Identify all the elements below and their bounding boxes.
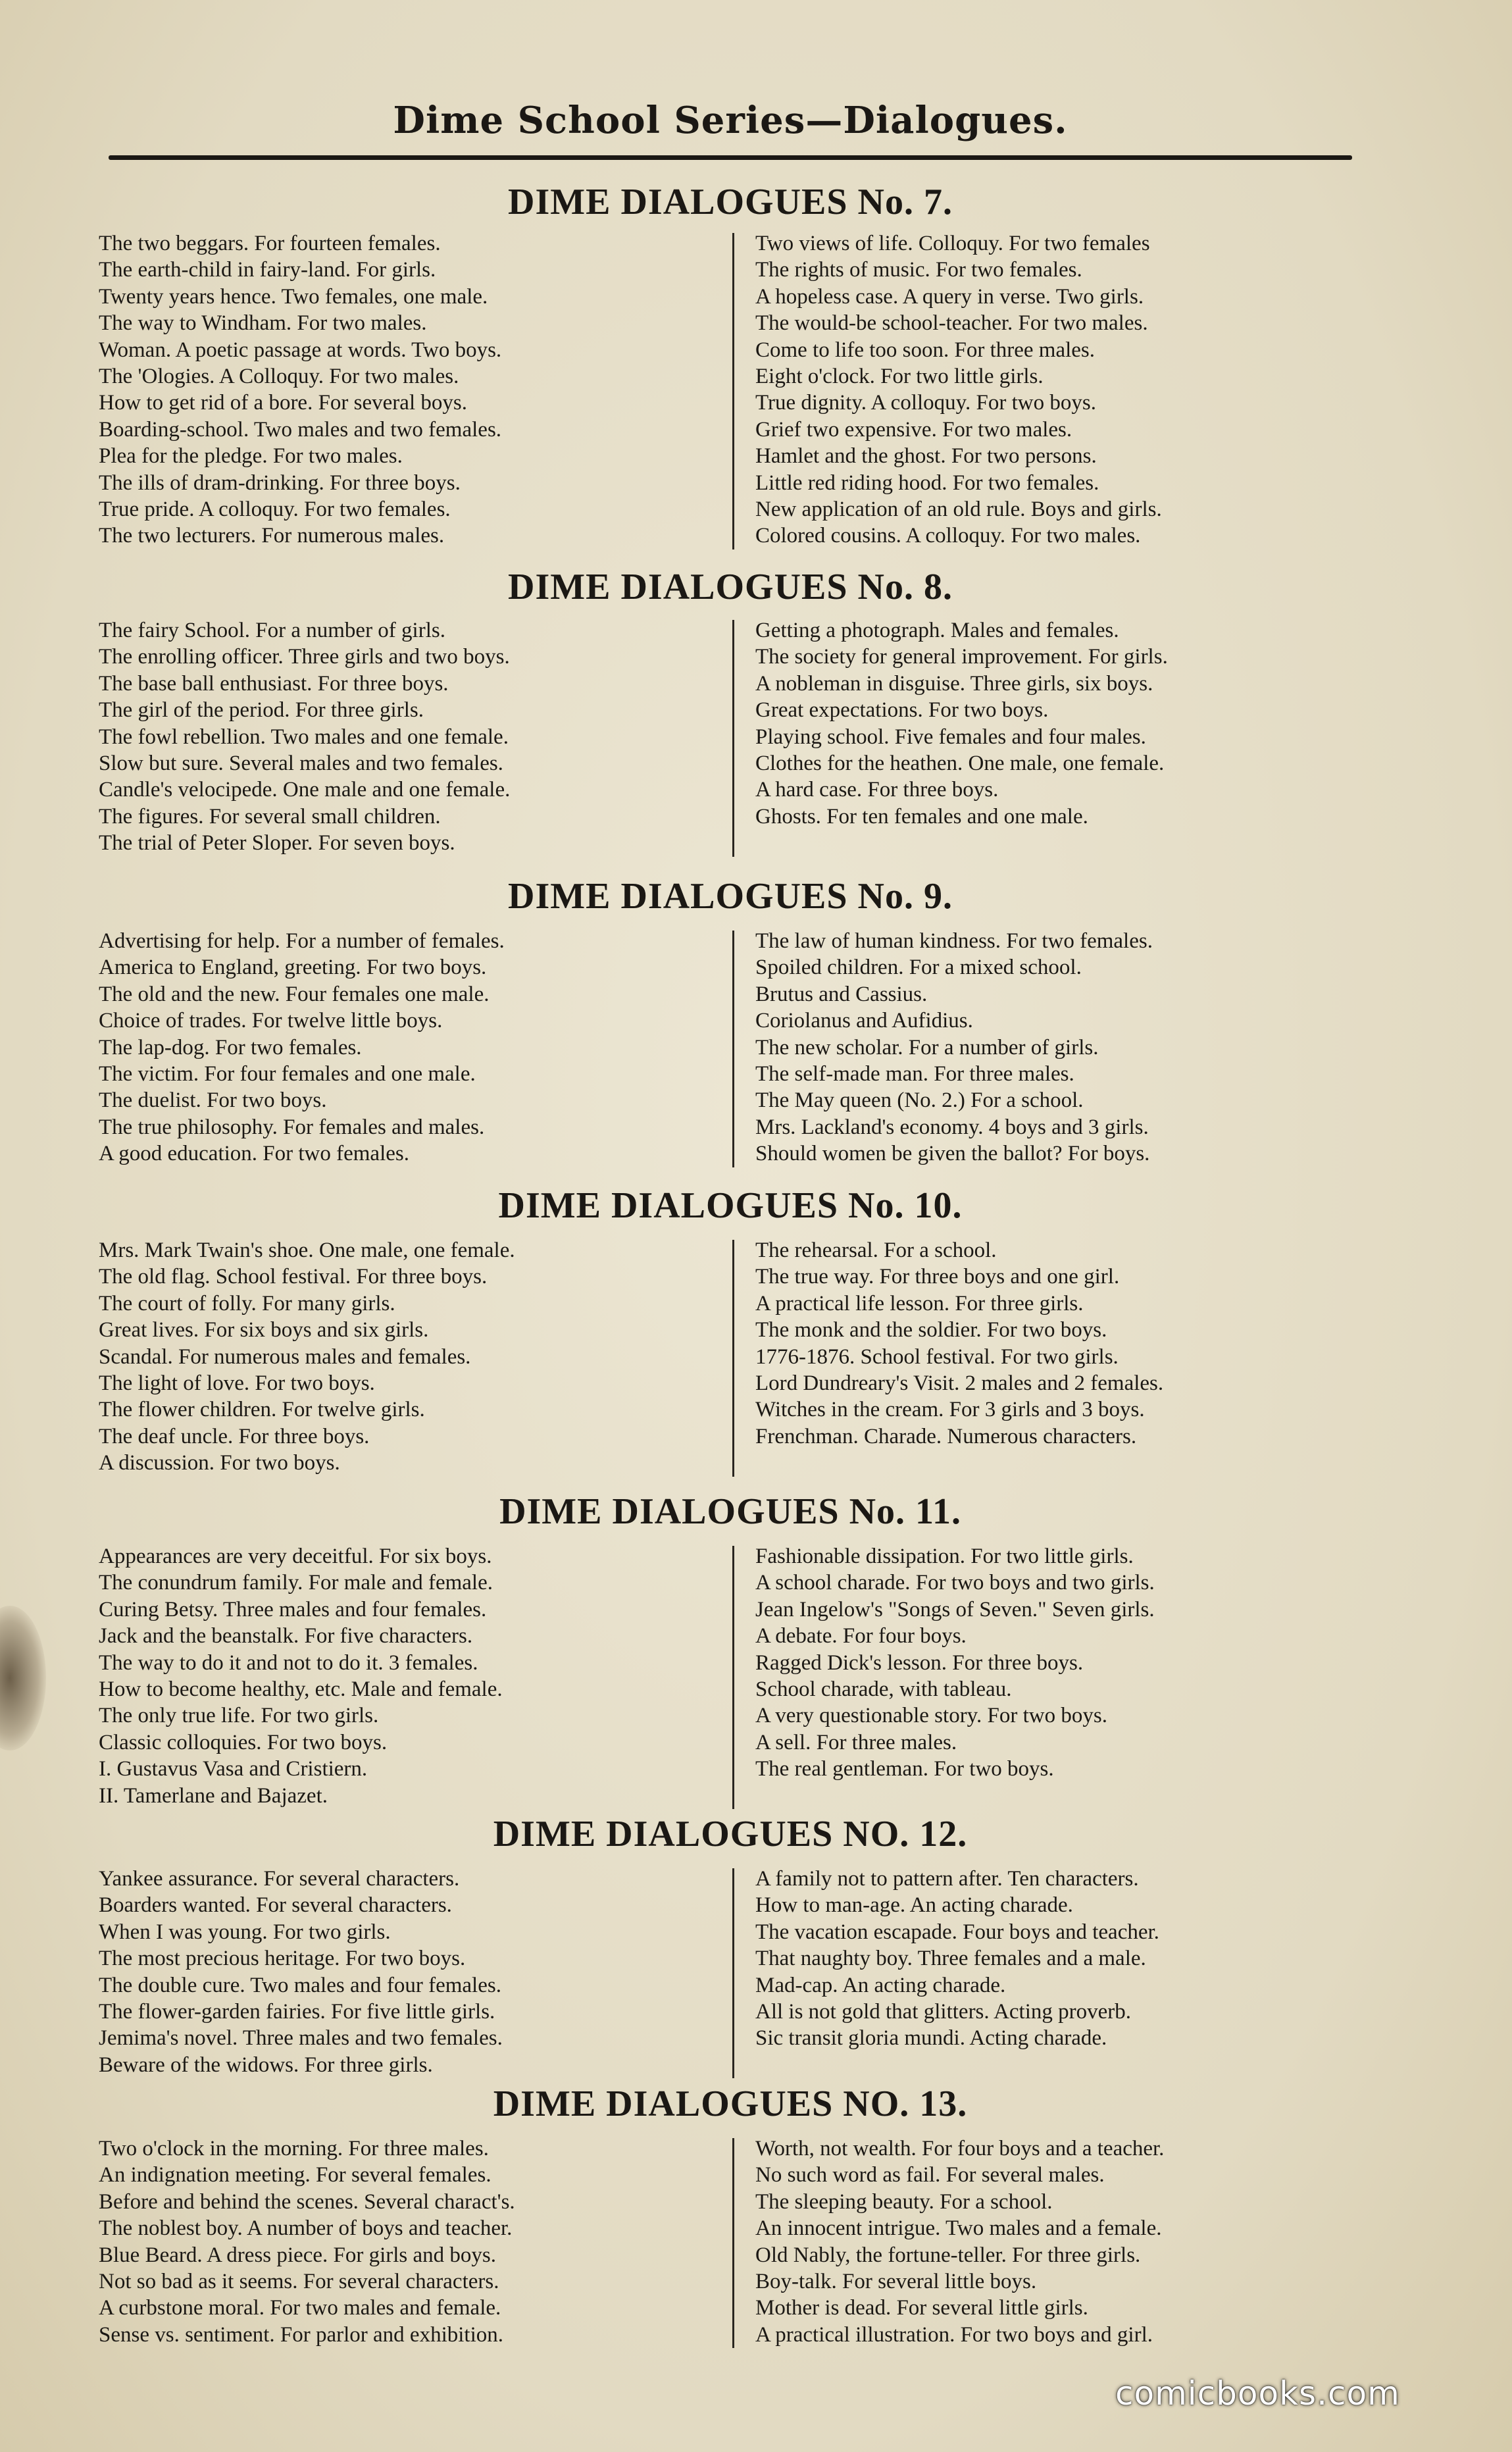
dialogue-entry: A curbstone moral. For two males and female.: [99, 2296, 501, 2320]
dialogue-entry: The most precious heritage. For two boys.: [99, 1947, 466, 1971]
dialogue-entry: Blue Beard. A dress piece. For girls and boys.: [99, 2243, 496, 2267]
dialogue-entry: Boarders wanted. For several characters.: [99, 1893, 452, 1918]
page-header: Dime School Series—Dialogues.: [393, 99, 1068, 142]
dialogue-entry: Playing school. Five females and four males.: [755, 725, 1146, 749]
column-divider: [732, 1546, 734, 1809]
dialogue-list-right: [755, 230, 1367, 549]
dialogue-entry: Not so bad as it seems. For several characters.: [99, 2269, 499, 2293]
dialogue-entry: Lord Dundreary's Visit. 2 males and 2 females.: [755, 1371, 1164, 1395]
dialogue-entry: The law of human kindness. For two females.: [755, 929, 1153, 953]
dialogue-entry: A practical life lesson. For three girls.: [755, 1291, 1084, 1315]
dialogue-entry: Mrs. Mark Twain's shoe. One male, one female.: [99, 1239, 515, 1262]
dialogue-entry: Slow but sure. Several males and two females.: [99, 751, 503, 775]
section-title: DIME DIALOGUES No. 9.: [508, 876, 953, 917]
dialogue-entry: The conundrum family. For male and female.: [99, 1571, 493, 1595]
dialogue-entry: A sell. For three males.: [755, 1730, 957, 1754]
dialogue-entry: Witches in the cream. For 3 girls and 3 boys.: [755, 1398, 1145, 1422]
dialogue-entry: Classic colloquies. For two boys.: [99, 1730, 388, 1754]
column-divider: [732, 233, 734, 549]
dialogue-entry: Coriolanus and Aufidius.: [755, 1009, 973, 1033]
dialogue-entry: Woman. A poetic passage at words. Two boys.: [99, 338, 502, 362]
dialogue-entry: An innocent intrigue. Two males and a female.: [755, 2216, 1162, 2241]
dialogue-entry: Should women be given the ballot? For boys.: [755, 1142, 1150, 1166]
dialogue-entry: A discussion. For two boys.: [99, 1451, 340, 1475]
dialogue-entry: The light of love. For two boys.: [99, 1371, 375, 1395]
dialogue-entry: The enrolling officer. Three girls and two boys.: [99, 645, 510, 669]
column-divider: [732, 931, 734, 1167]
dialogue-entry: Great expectations. For two boys.: [755, 698, 1049, 723]
section-title: DIME DIALOGUES No. 10.: [498, 1185, 963, 1226]
dialogue-entry: The would-be school-teacher. For two males.: [755, 311, 1148, 336]
section-title: DIME DIALOGUES NO. 13.: [493, 2083, 968, 2124]
dialogue-entry: Sic transit gloria mundi. Acting charade.: [755, 2026, 1107, 2051]
dialogue-entry: The fairy School. For a number of girls.: [99, 619, 445, 642]
section-title: DIME DIALOGUES No. 7.: [508, 182, 953, 222]
dialogue-entry: A family not to pattern after. Ten characters.: [755, 1867, 1139, 1891]
dialogue-entry: I. Gustavus Vasa and Cristiern.: [99, 1757, 368, 1781]
dialogue-entry: The victim. For four females and one male.: [99, 1061, 476, 1086]
dialogue-entry: The court of folly. For many girls.: [99, 1291, 395, 1315]
dialogue-entry: A good education. For two females.: [99, 1142, 409, 1166]
column-divider: [732, 1868, 734, 2078]
dialogue-entry: Two o'clock in the morning. For three males.: [99, 2137, 489, 2160]
dialogue-entry: All is not gold that glitters. Acting proverb.: [755, 1999, 1132, 2024]
dialogue-entry: Twenty years hence. Two females, one male.: [99, 284, 488, 309]
dialogue-entry: The two beggars. For fourteen females.: [99, 232, 441, 255]
dialogue-entry: Jack and the beanstalk. For five characters.: [99, 1624, 473, 1648]
dialogue-entry: How to become healthy, etc. Male and female.: [99, 1677, 503, 1701]
dialogue-entry: Boy-talk. For several little boys.: [755, 2269, 1037, 2293]
dialogue-entry: The rehearsal. For a school.: [755, 1239, 997, 1262]
dialogue-entry: A hopeless case. A query in verse. Two girls.: [755, 284, 1144, 309]
dialogue-entry: The fowl rebellion. Two males and one female.: [99, 725, 509, 749]
dialogue-entry: The figures. For several small children.: [99, 804, 441, 829]
watermark: comicbooks.com: [1115, 2374, 1400, 2413]
dialogue-entry: A hard case. For three boys.: [755, 778, 999, 802]
dialogue-entry: A very questionable story. For two boys.: [755, 1704, 1107, 1728]
dialogue-entry: The noblest boy. A number of boys and teacher.: [99, 2216, 513, 2241]
dialogue-entry: A nobleman in disguise. Three girls, six boys.: [755, 671, 1153, 696]
dialogue-entry: Advertising for help. For a number of females.: [99, 929, 505, 953]
dialogue-entry: The monk and the soldier. For two boys.: [755, 1318, 1107, 1342]
dialogue-list-left: [99, 928, 724, 1167]
column-divider: [732, 620, 734, 857]
dialogue-entry: Worth, not wealth. For four boys and a teacher.: [755, 2137, 1165, 2160]
dialogue-entry: Ragged Dick's lesson. For three boys.: [755, 1650, 1084, 1675]
dialogue-list-right: [755, 1866, 1367, 2052]
dialogue-entry: Eight o'clock. For two little girls.: [755, 364, 1044, 388]
dialogue-entry: Yankee assurance. For several characters.: [99, 1867, 460, 1891]
dialogue-list-left: [99, 1237, 724, 1477]
dialogue-entry: School charade, with tableau.: [755, 1677, 1012, 1701]
dialogue-entry: The society for general improvement. For girls.: [755, 645, 1168, 669]
dialogue-entry: The two lecturers. For numerous males.: [99, 524, 445, 548]
section-title: DIME DIALOGUES No. 11.: [499, 1491, 961, 1532]
dialogue-entry: The rights of music. For two females.: [755, 258, 1082, 282]
dialogue-entry: The duelist. For two boys.: [99, 1088, 327, 1113]
dialogue-entry: Beware of the widows. For three girls.: [99, 2053, 433, 2077]
dialogue-entry: The May queen (No. 2.) For a school.: [755, 1088, 1084, 1113]
dialogue-list-right: [755, 617, 1367, 830]
dialogue-entry: Jean Ingelow's "Songs of Seven." Seven girls.: [755, 1597, 1155, 1622]
dialogue-entry: Fashionable dissipation. For two little girls.: [755, 1545, 1134, 1568]
column-divider: [732, 1240, 734, 1477]
dialogue-list-left: [99, 617, 724, 857]
dialogue-entry: Candle's velocipede. One male and one female.: [99, 778, 511, 802]
dialogue-list-right: [755, 1237, 1367, 1450]
dialogue-entry: The 'Ologies. A Colloquy. For two males.: [99, 364, 459, 388]
dialogue-entry: The deaf uncle. For three boys.: [99, 1424, 370, 1448]
dialogue-entry: America to England, greeting. For two boys.: [99, 956, 487, 980]
dialogue-entry: Plea for the pledge. For two males.: [99, 444, 403, 469]
dialogue-entry: The way to do it and not to do it. 3 females.: [99, 1650, 478, 1675]
dialogue-entry: Brutus and Cassius.: [755, 982, 928, 1006]
dialogue-entry: Come to life too soon. For three males.: [755, 338, 1095, 362]
dialogue-entry: Grief two expensive. For two males.: [755, 417, 1072, 442]
dialogue-entry: Before and behind the scenes. Several charact's.: [99, 2189, 515, 2214]
dialogue-entry: A debate. For four boys.: [755, 1624, 967, 1648]
dialogue-entry: The true way. For three boys and one girl.: [755, 1265, 1120, 1289]
dialogue-entry: The real gentleman. For two boys.: [755, 1757, 1054, 1781]
dialogue-entry: How to man-age. An acting charade.: [755, 1893, 1073, 1918]
dialogue-entry: The girl of the period. For three girls.: [99, 698, 424, 723]
dialogue-entry: The base ball enthusiast. For three boys.: [99, 671, 449, 696]
dialogue-entry: A school charade. For two boys and two girls.: [755, 1571, 1155, 1595]
dialogue-entry: The only true life. For two girls.: [99, 1704, 379, 1728]
dialogue-entry: Ghosts. For ten females and one male.: [755, 804, 1088, 829]
dialogue-entry: That naughty boy. Three females and a male.: [755, 1947, 1146, 1971]
column-divider: [732, 2138, 734, 2348]
dialogue-entry: The true philosophy. For females and males.: [99, 1115, 485, 1139]
dialogue-entry: Boarding-school. Two males and two females.: [99, 417, 502, 442]
dialogue-entry: The flower-garden fairies. For five little girls.: [99, 1999, 495, 2024]
dialogue-list-right: [755, 928, 1367, 1167]
dialogue-list-right: [755, 1543, 1367, 1783]
dialogue-entry: Mad-cap. An acting charade.: [755, 1973, 1006, 1997]
dialogue-entry: The way to Windham. For two males.: [99, 311, 427, 336]
dialogue-entry: Spoiled children. For a mixed school.: [755, 956, 1082, 980]
dialogue-entry: Colored cousins. A colloquy. For two males.: [755, 524, 1141, 548]
dialogue-list-left: [99, 230, 724, 549]
dialogue-entry: The earth-child in fairy-land. For girls.: [99, 258, 436, 282]
header-rule: [109, 155, 1352, 160]
dialogue-entry: 1776-1876. School festival. For two girls.: [755, 1344, 1119, 1369]
dialogue-entry: True dignity. A colloquy. For two boys.: [755, 391, 1096, 415]
dialogue-entry: When I was young. For two girls.: [99, 1920, 391, 1944]
dialogue-entry: Choice of trades. For twelve little boys.: [99, 1009, 443, 1033]
dialogue-entry: A practical illustration. For two boys and girl.: [755, 2322, 1153, 2347]
dialogue-entry: The old and the new. Four females one male.: [99, 982, 490, 1006]
dialogue-entry: The sleeping beauty. For a school.: [755, 2189, 1053, 2214]
dialogue-entry: II. Tamerlane and Bajazet.: [99, 1783, 328, 1808]
dialogue-entry: Sense vs. sentiment. For parlor and exhibition.: [99, 2322, 503, 2347]
dialogue-entry: Scandal. For numerous males and females.: [99, 1344, 471, 1369]
dialogue-list-left: [99, 1866, 724, 2078]
dialogue-entry: The double cure. Two males and four females.: [99, 1973, 501, 1997]
page-stain: [0, 1606, 46, 1750]
dialogue-list-left: [99, 2135, 724, 2348]
dialogue-list-right: [755, 2135, 1367, 2348]
dialogue-entry: The trial of Peter Sloper. For seven boys.: [99, 831, 455, 856]
dialogue-entry: Mother is dead. For several little girls.: [755, 2296, 1088, 2320]
dialogue-list-left: [99, 1543, 724, 1809]
dialogue-entry: An indignation meeting. For several females.: [99, 2163, 491, 2187]
section-title: DIME DIALOGUES No. 8.: [508, 567, 953, 607]
dialogue-entry: Hamlet and the ghost. For two persons.: [755, 444, 1097, 469]
dialogue-entry: Getting a photograph. Males and females.: [755, 619, 1119, 642]
dialogue-entry: Appearances are very deceitful. For six boys.: [99, 1545, 492, 1568]
dialogue-entry: The vacation escapade. Four boys and teacher.: [755, 1920, 1159, 1944]
dialogue-entry: No such word as fail. For several males.: [755, 2163, 1105, 2187]
dialogue-entry: The new scholar. For a number of girls.: [755, 1035, 1099, 1060]
dialogue-entry: The flower children. For twelve girls.: [99, 1398, 425, 1422]
dialogue-entry: The ills of dram-drinking. For three boys.: [99, 471, 461, 495]
dialogue-entry: Mrs. Lackland's economy. 4 boys and 3 girls.: [755, 1115, 1149, 1139]
dialogue-entry: Two views of life. Colloquy. For two females: [755, 232, 1150, 255]
dialogue-entry: Jemima's novel. Three males and two females.: [99, 2026, 503, 2051]
dialogue-entry: Frenchman. Charade. Numerous characters.: [755, 1424, 1137, 1448]
dialogue-entry: How to get rid of a bore. For several boys.: [99, 391, 467, 415]
dialogue-entry: Old Nably, the fortune-teller. For three girls.: [755, 2243, 1141, 2267]
dialogue-entry: Little red riding hood. For two females.: [755, 471, 1099, 495]
dialogue-entry: The self-made man. For three males.: [755, 1061, 1074, 1086]
section-title: DIME DIALOGUES NO. 12.: [493, 1814, 968, 1854]
dialogue-entry: The lap-dog. For two females.: [99, 1035, 362, 1060]
dialogue-entry: Great lives. For six boys and six girls.: [99, 1318, 429, 1342]
dialogue-entry: The old flag. School festival. For three boys.: [99, 1265, 488, 1289]
dialogue-entry: Curing Betsy. Three males and four females.: [99, 1597, 487, 1622]
dialogue-entry: New application of an old rule. Boys and girls.: [755, 497, 1162, 521]
dialogue-entry: Clothes for the heathen. One male, one female.: [755, 751, 1165, 775]
dialogue-entry: True pride. A colloquy. For two females.: [99, 497, 451, 521]
